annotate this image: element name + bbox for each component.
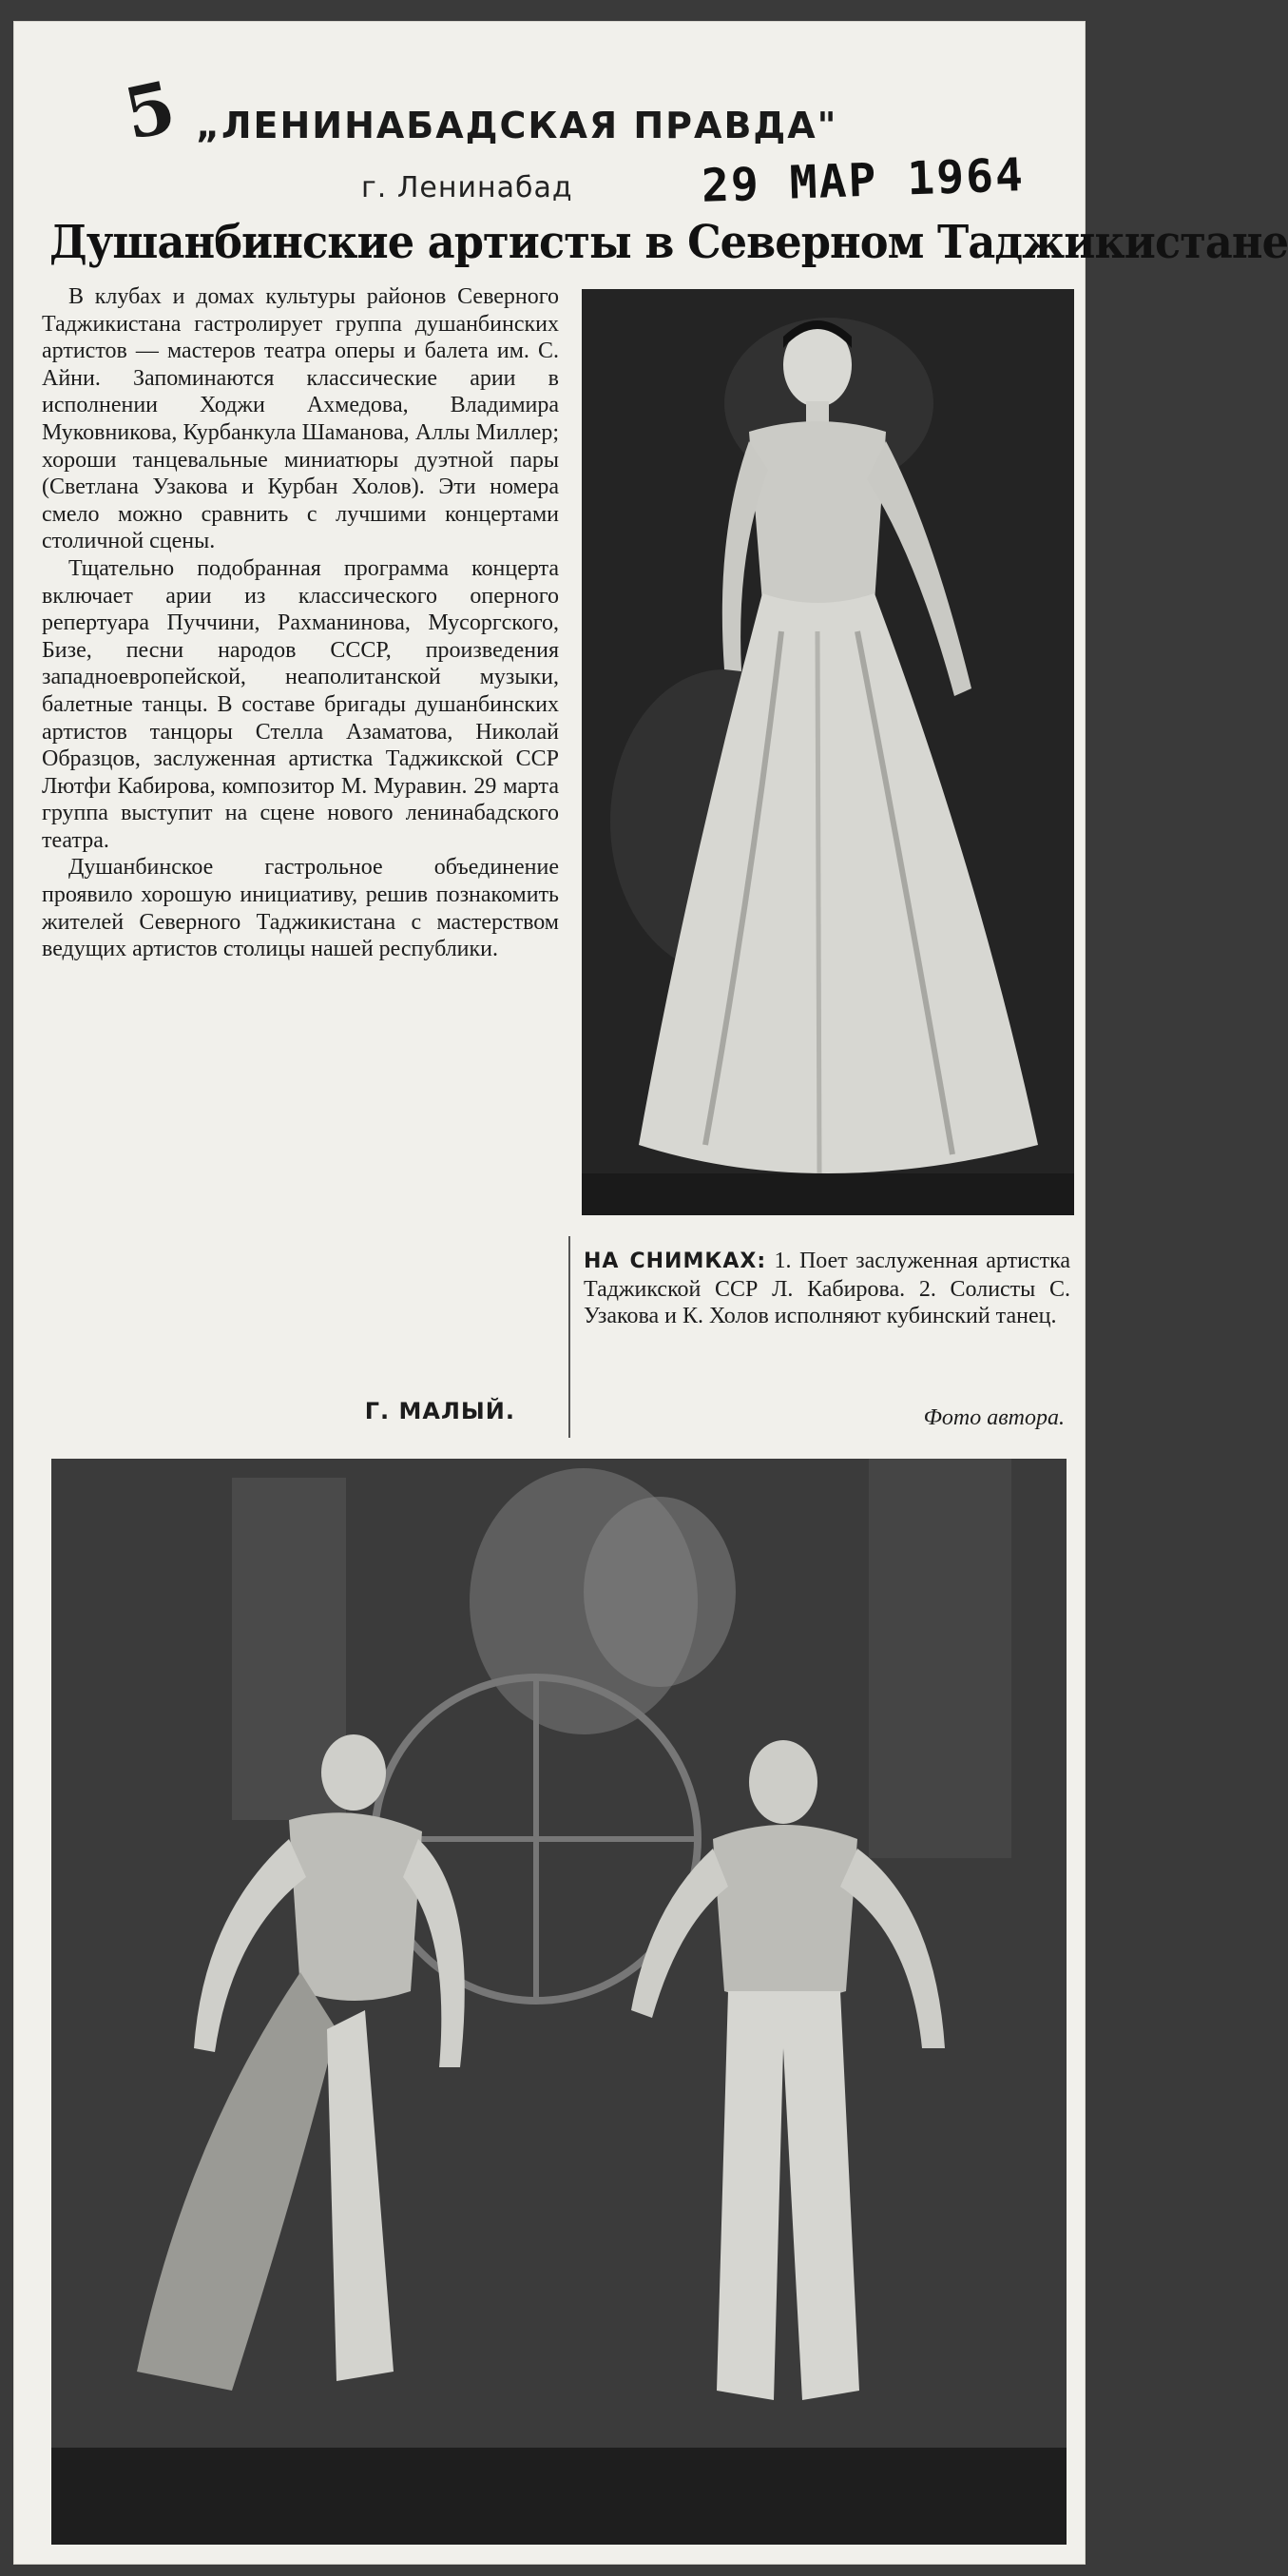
dancers-illustration [51, 1459, 1067, 2545]
article-body [42, 283, 559, 963]
column-divider [568, 1236, 570, 1438]
date-stamp: 29 МАР 1964 [701, 148, 1026, 213]
handwritten-number: 5 [117, 66, 183, 157]
photo-singer [582, 289, 1074, 1215]
caption-text [584, 1248, 1070, 1330]
article-byline: Г. МАЛЫЙ. [364, 1398, 515, 1424]
article-paragraph: В клубах и домах культуры районов Северного Таджикистана гастролирует группа душанбинских артистов — мастеров театра оперы и балета им. С. Айни. Запоминаются классические арии в исполнении Ходжи Ахмедова, Владимира Муковникова, Курбанкула Шаманова, Аллы Миллер; хороши танцевальные миниатюры дуэтной пары (Светлана Узакова и Курбан Холов). Эти номера смело можно сравнить с лучшими концертами столичной сцены. [42, 284, 559, 554]
caption-lead: НА СНИМКАХ: [584, 1249, 767, 1273]
article-headline: Душанбинские артисты в Северном Таджикистане [49, 216, 1288, 269]
singer-illustration [582, 289, 1074, 1215]
photo-credit: Фото автора. [923, 1405, 1065, 1430]
newspaper-masthead: „ЛЕНИНАБАДСКАЯ ПРАВДА" [196, 105, 838, 146]
article-paragraph: Тщательно подобранная программа концерта включает арии из классического оперного репертуара Пуччини, Рахманинова, Мусоргского, Бизе, песни народов СССР, произведения западноевропейской, неаполитанской музыки, балетные танцы. В составе бригады душанбинских артистов танцоры Стелла Азаматова, Николай Образцов, заслуженная артистка Таджикской ССР Лютфи Кабирова, композитор М. Муравин. 29 марта группа выступит на сцене нового ленинабадского театра. [42, 555, 559, 853]
city-line: г. Ленинабад [361, 171, 573, 204]
photo-dancers [51, 1459, 1067, 2545]
photo-captions [584, 1248, 1070, 1330]
article-paragraph: Душанбинское гастрольное объединение проявило хорошую инициативу, решив познакомить жителей Северного Таджикистана с мастерством ведущих артистов столицы нашей республики. [42, 855, 559, 962]
caption-body: 1. Поет заслуженная артистка Таджикской ССР Л. Кабирова. 2. Солисты С. Узакова и К. Холов исполняют кубинский танец. [584, 1249, 1071, 1329]
